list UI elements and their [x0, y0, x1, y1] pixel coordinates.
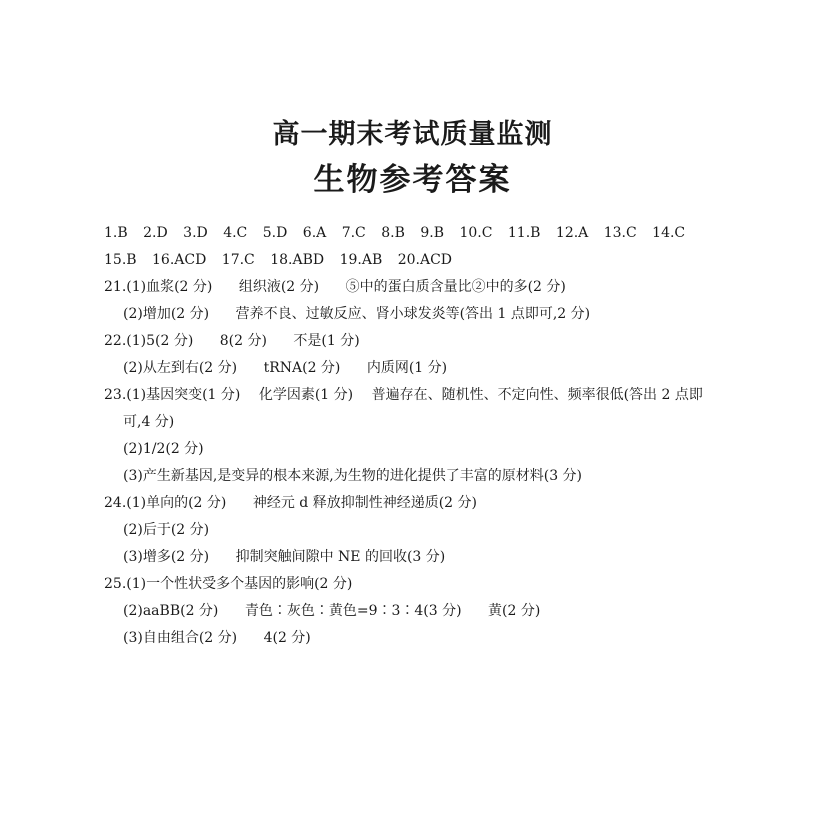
answer-segment: 普遍存在、随机性、不定向性、频率很低(答出 2 点即: [371, 387, 703, 403]
q23-part3: [104, 463, 764, 490]
choice-answer: 7.C: [341, 225, 366, 241]
q24-part2: [104, 517, 764, 544]
q25-part1: [104, 571, 764, 598]
choice-answer: 20.ACD: [397, 252, 452, 268]
q24-part1: [104, 490, 764, 517]
choice-answer: 11.B: [507, 225, 541, 241]
choice-answer: 9.B: [420, 225, 444, 241]
q24-part3: [104, 544, 764, 571]
choice-answer: 12.A: [555, 225, 589, 241]
choice-answer: 5.D: [262, 225, 288, 241]
q22-part1: [104, 328, 764, 355]
answer-segment: 24.(1)单向的(2 分): [104, 495, 227, 511]
q21-part2: [104, 301, 764, 328]
q23-part2: [104, 436, 764, 463]
answer-segment: (2)增加(2 分): [123, 306, 210, 322]
answer-segment: (3)增多(2 分): [123, 549, 210, 565]
answer-segment: 青色∶灰色∶黄色=9∶3∶4(3 分): [244, 603, 462, 619]
answer-segment: 抑制突触间隙中 NE 的回收(3 分): [235, 549, 446, 565]
answer-segment: 黄(2 分): [488, 603, 541, 619]
q21-part1: [104, 274, 764, 301]
answer-segment: 不是(1 分): [293, 333, 360, 349]
choice-answer: 19.AB: [339, 252, 383, 268]
answer-segment: tRNA(2 分): [263, 360, 341, 376]
choice-answer: 14.C: [652, 225, 686, 241]
answer-segment: 21.(1)血浆(2 分): [104, 279, 213, 295]
choice-answer: 2.D: [143, 225, 168, 241]
choice-answer: 17.C: [221, 252, 255, 268]
answer-segment: 组织液(2 分): [238, 279, 320, 295]
choice-answer: 10.C: [459, 225, 493, 241]
answer-segment: (2)从左到右(2 分): [123, 360, 238, 376]
choice-answer: 15.B: [104, 252, 137, 268]
answer-segment: 化学因素(1 分): [258, 387, 354, 403]
q23-part1: [104, 382, 764, 409]
answer-segment: (2)1/2(2 分): [123, 441, 204, 457]
answer-segment: 22.(1)5(2 分): [104, 333, 194, 349]
answer-segment: 25.(1)一个性状受多个基因的影响(2 分): [104, 576, 353, 592]
answer-segment: (3)自由组合(2 分): [123, 630, 238, 646]
q23-part1-continued: [104, 409, 764, 436]
answer-list: [104, 220, 764, 652]
choice-answers-row-2: [104, 247, 764, 274]
q22-part2: [104, 355, 764, 382]
choice-answer: 13.C: [603, 225, 637, 241]
answer-segment: 营养不良、过敏反应、肾小球发炎等(答出 1 点即可,2 分): [235, 306, 591, 322]
choice-answer: 8.B: [381, 225, 405, 241]
page-title: 高一期末考试质量监测: [272, 119, 553, 150]
answer-segment: (2)aaBB(2 分): [123, 603, 219, 619]
answer-segment: 内质网(1 分): [366, 360, 448, 376]
q25-part3: [104, 625, 764, 652]
answer-segment: (2)后于(2 分): [123, 522, 210, 538]
choice-answer: 18.ABD: [270, 252, 325, 268]
answer-segment: 可,4 分): [123, 414, 175, 430]
choice-answers-row-1: [104, 220, 764, 247]
answer-segment: (3)产生新基因,是变异的根本来源,为生物的进化提供了丰富的原材料(3 分): [123, 468, 583, 484]
choice-answer: 1.B: [104, 225, 128, 241]
choice-answer: 3.D: [183, 225, 208, 241]
q25-part2: [104, 598, 764, 625]
answer-segment: 8(2 分): [219, 333, 267, 349]
answer-segment: 神经元 d 释放抑制性神经递质(2 分): [252, 495, 477, 511]
choice-answer: 6.A: [302, 225, 327, 241]
answer-segment: ⑤中的蛋白质含量比②中的多(2 分): [345, 279, 566, 295]
choice-answer: 16.ACD: [152, 252, 207, 268]
page-subtitle: 生物参考答案: [313, 162, 512, 198]
choice-answer: 4.C: [223, 225, 248, 241]
answer-segment: 4(2 分): [263, 630, 311, 646]
answer-segment: 23.(1)基因突变(1 分): [104, 387, 241, 403]
